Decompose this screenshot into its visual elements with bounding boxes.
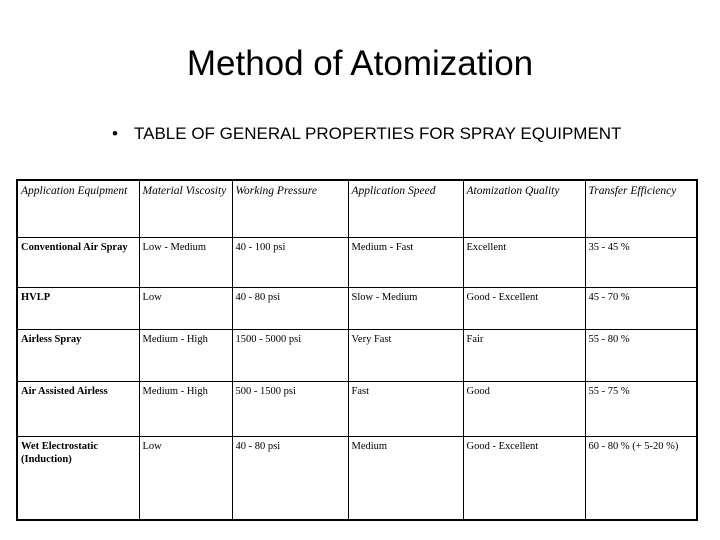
table-cell: 55 - 75 % xyxy=(585,381,697,436)
table-cell: Air Assisted Airless xyxy=(17,381,139,436)
header-transfer-efficiency: Transfer Efficiency xyxy=(585,180,697,237)
table-cell: 60 - 80 % (+ 5-20 %) xyxy=(585,436,697,520)
header-atomization-quality: Atomization Quality xyxy=(463,180,585,237)
table-cell: Low xyxy=(139,287,232,329)
table-cell: 40 - 80 psi xyxy=(232,287,348,329)
header-material-viscosity: Material Viscosity xyxy=(139,180,232,237)
table-cell: Wet Electrostatic (Induction) xyxy=(17,436,139,520)
table-row xyxy=(17,287,697,329)
table-row xyxy=(17,381,697,436)
table-cell: Fair xyxy=(463,330,585,381)
slide-subtitle xyxy=(112,124,621,144)
table-cell: 40 - 100 psi xyxy=(232,237,348,287)
table-cell: 35 - 45 % xyxy=(585,237,697,287)
table-cell: Conventional Air Spray xyxy=(17,237,139,287)
table-cell: Excellent xyxy=(463,237,585,287)
table-cell: Good xyxy=(463,381,585,436)
table-cell: Medium - High xyxy=(139,330,232,381)
table-cell: Airless Spray xyxy=(17,330,139,381)
header-working-pressure: Working Pressure xyxy=(232,180,348,237)
table-cell: Medium - Fast xyxy=(348,237,463,287)
table-cell: 55 - 80 % xyxy=(585,330,697,381)
bullet-icon: • xyxy=(112,124,118,143)
table-cell: Good - Excellent xyxy=(463,287,585,329)
table-cell: Slow - Medium xyxy=(348,287,463,329)
table-row xyxy=(17,330,697,381)
table-cell: Low xyxy=(139,436,232,520)
table-cell: Medium - High xyxy=(139,381,232,436)
header-application-speed: Application Speed xyxy=(348,180,463,237)
header-application-equipment: Application Equipment xyxy=(17,180,139,237)
table-row xyxy=(17,237,697,287)
table-cell: Fast xyxy=(348,381,463,436)
table-cell: 45 - 70 % xyxy=(585,287,697,329)
table-cell: Low - Medium xyxy=(139,237,232,287)
table-cell: 1500 - 5000 psi xyxy=(232,330,348,381)
subtitle-text: TABLE OF GENERAL PROPERTIES FOR SPRAY EQUIPMENT xyxy=(134,124,622,143)
table-cell: 500 - 1500 psi xyxy=(232,381,348,436)
table-cell: Good - Excellent xyxy=(463,436,585,520)
spray-equipment-table xyxy=(16,179,698,521)
slide-title: Method of Atomization xyxy=(186,44,534,83)
table-cell: Medium xyxy=(348,436,463,520)
table-cell: HVLP xyxy=(17,287,139,329)
table-cell: Very Fast xyxy=(348,330,463,381)
table-header-row xyxy=(17,180,697,237)
table-cell: 40 - 80 psi xyxy=(232,436,348,520)
table-row xyxy=(17,436,697,520)
